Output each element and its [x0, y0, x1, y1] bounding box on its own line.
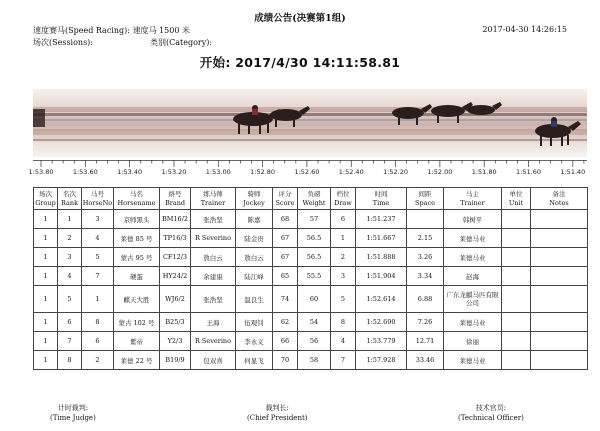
table-cell: 56	[298, 332, 331, 351]
column-header-cn: 马主	[466, 189, 479, 198]
table-cell: Y2/3	[160, 332, 191, 351]
table-cell	[531, 248, 588, 267]
column-header-cn: 马名	[130, 189, 143, 198]
table-cell: 1	[34, 313, 58, 332]
timeline-tick-label: 1:53.00	[205, 168, 231, 176]
table-cell	[531, 332, 588, 351]
time-judge-signature	[50, 403, 96, 423]
table-cell: 8	[331, 313, 356, 332]
table-cell: 7	[58, 332, 82, 351]
table-cell: 莱德马业	[444, 248, 502, 267]
column-header-en: Space	[415, 198, 435, 207]
table-cell	[531, 267, 588, 286]
table-cell	[502, 286, 531, 313]
table-cell: 徐丽	[444, 332, 502, 351]
timeline-tick-label: 1:51.40	[560, 168, 586, 176]
column-header-en: Trainer	[200, 198, 226, 207]
table-cell: 74	[273, 286, 298, 313]
table-cell: 1:52.614	[356, 286, 407, 313]
column-header	[356, 188, 407, 210]
column-header-cn: 烙号	[168, 189, 182, 198]
timeline-tick-label: 1:52.40	[338, 168, 364, 176]
column-header-cn: 档位	[336, 189, 350, 198]
column-header-en: Horsename	[117, 198, 156, 207]
table-cell: 8	[58, 351, 82, 370]
column-header-en: Rank	[60, 198, 79, 207]
table-cell	[502, 332, 531, 351]
table-cell: 包双喜	[191, 351, 236, 370]
sessions-label: 场次(Sessions):	[33, 38, 93, 47]
start-time: 开始: 2017/4/30 14:11:58.81	[199, 55, 401, 70]
table-cell: 莱德 22 号	[114, 351, 160, 370]
table-cell: 王海	[191, 313, 236, 332]
table-cell: HY24/2	[160, 267, 191, 286]
table-cell: 莱德 85 号	[114, 229, 160, 248]
column-header-en: Group	[35, 198, 56, 207]
table-cell: 3.26	[407, 248, 444, 267]
column-header	[407, 188, 444, 210]
table-cell: 2	[331, 248, 356, 267]
column-header-cn: 间距	[418, 189, 432, 198]
table-cell: 广东龙麒马匹有限公司	[444, 286, 502, 313]
table-cell: 62	[273, 313, 298, 332]
table-cell	[502, 210, 531, 229]
table-cell	[407, 210, 444, 229]
table-cell: 硬蛋	[114, 267, 160, 286]
column-header-cn: 评分	[278, 189, 292, 198]
table-cell: 58	[298, 351, 331, 370]
column-header-cn: 马号	[91, 189, 104, 198]
column-header	[34, 188, 58, 210]
table-cell: 1	[34, 248, 58, 267]
table-cell: 7	[331, 351, 356, 370]
table-cell: 京师黑头	[114, 210, 160, 229]
timeline-tick-label: 1:51.60	[516, 168, 541, 176]
column-header	[331, 188, 356, 210]
column-header	[82, 188, 114, 210]
table-cell	[531, 210, 588, 229]
column-header-cn: 练马师	[203, 189, 223, 198]
table-cell: 敖白云	[236, 248, 273, 267]
table-cell: 1	[34, 286, 58, 313]
table-cell: 1	[82, 286, 114, 313]
time-judge-label: 计时裁判:	[57, 404, 89, 412]
table-cell: 1	[34, 210, 58, 229]
table-cell: 陆江峰	[236, 267, 273, 286]
table-row	[34, 286, 588, 313]
column-header	[531, 188, 588, 210]
table-cell: 1:51.904	[356, 267, 407, 286]
table-cell: 1:51.237	[356, 210, 407, 229]
table-cell: 6	[331, 210, 356, 229]
table-row	[34, 313, 588, 332]
report-datetime: 2017-04-30 14:26:15	[482, 25, 567, 34]
table-cell: R Severino	[191, 229, 236, 248]
table-cell: 3	[58, 248, 82, 267]
column-header	[502, 188, 531, 210]
table-cell: 陈嘉	[236, 210, 273, 229]
column-header	[273, 188, 298, 210]
column-header	[236, 188, 273, 210]
column-header-cn: 场次	[39, 189, 52, 198]
chief-president-label: 裁判长:	[265, 404, 289, 412]
table-cell: 6	[58, 313, 82, 332]
table-cell: 55.5	[298, 267, 331, 286]
timeline-ruler	[33, 160, 587, 167]
table-cell: 何显飞	[236, 351, 273, 370]
table-cell: 5	[331, 286, 356, 313]
column-header-cn: 名次	[63, 189, 76, 198]
table-cell: 蒙古 102 号	[114, 313, 160, 332]
table-cell: 2	[82, 351, 114, 370]
column-header-cn: 时间	[374, 189, 388, 198]
table-cell: 66	[273, 332, 298, 351]
table-cell: 1	[331, 229, 356, 248]
table-cell: 12.71	[407, 332, 444, 351]
race-type: 速度赛马(Speed Racing): 速度马 1500 米	[33, 26, 190, 35]
table-cell: CF12/3	[160, 248, 191, 267]
table-cell: 7	[82, 267, 114, 286]
table-cell: B25/3	[160, 313, 191, 332]
timeline-tick-label: 1:52.20	[383, 168, 409, 176]
column-header-en: HorseNo	[82, 198, 113, 207]
table-cell: 56.5	[298, 248, 331, 267]
table-cell: 65	[273, 267, 298, 286]
table-cell: 3	[331, 267, 356, 286]
table-cell: 3.34	[407, 267, 444, 286]
table-cell: 赵海	[444, 267, 502, 286]
column-header-cn: 负磅	[307, 189, 321, 198]
table-cell: 1:53.779	[356, 332, 407, 351]
column-header-en: Notes	[549, 198, 569, 207]
table-cell: 4	[331, 332, 356, 351]
table-cell: 李永义	[236, 332, 273, 351]
technical-officer-label: 技术官员:	[475, 404, 507, 412]
table-cell: 1	[34, 332, 58, 351]
table-cell: 3	[82, 210, 114, 229]
table-cell: 1:51.667	[356, 229, 407, 248]
table-cell: 莱德马业	[444, 351, 502, 370]
column-header-cn: 备注	[552, 189, 566, 198]
timeline-tick-label: 1:53.80	[28, 168, 54, 176]
photo-finish-image	[33, 89, 587, 157]
table-cell: 4	[58, 267, 82, 286]
table-row	[34, 210, 588, 229]
table-cell: 蒙古 95 号	[114, 248, 160, 267]
column-header	[160, 188, 191, 210]
column-header	[114, 188, 160, 210]
table-cell: 莱德马业	[444, 313, 502, 332]
timeline-tick-label: 1:53.60	[72, 168, 98, 176]
table-cell: TP16/3	[160, 229, 191, 248]
table-cell: 1	[34, 267, 58, 286]
column-header-cn: 骑师	[247, 189, 261, 198]
column-header	[191, 188, 236, 210]
table-cell: 韩树平	[444, 210, 502, 229]
table-row	[34, 332, 588, 351]
table-cell: 莱德马业	[444, 229, 502, 248]
table-cell	[531, 313, 588, 332]
table-cell: 70	[273, 351, 298, 370]
column-header-en: Brand	[164, 198, 186, 207]
horses-graphic	[33, 89, 587, 157]
table-cell: 2.15	[407, 229, 444, 248]
table-cell: 4	[82, 229, 114, 248]
table-cell: R Severino	[191, 332, 236, 351]
table-cell: 温良生	[236, 286, 273, 313]
column-header	[444, 188, 502, 210]
table-cell: 紫帝	[114, 332, 160, 351]
timeline-tick-label: 1:52.00	[427, 168, 453, 176]
column-header-en: Jockey	[243, 198, 265, 207]
category-label: 类别(Category):	[150, 38, 213, 47]
table-cell: 张浩坚	[191, 286, 236, 313]
column-header-en: Trainer	[460, 198, 485, 207]
table-cell	[502, 267, 531, 286]
table-cell	[531, 286, 588, 313]
timeline-tick-label: 1:53.40	[117, 168, 143, 176]
table-cell	[502, 313, 531, 332]
table-cell: 54	[298, 313, 331, 332]
time-judge-en: (Time Judge)	[50, 414, 96, 422]
table-cell	[531, 351, 588, 370]
table-cell: 56.5	[298, 229, 331, 248]
column-header-en: Time	[372, 198, 390, 207]
table-row	[34, 267, 588, 286]
results-table	[33, 187, 588, 370]
technical-officer-en: (Technical Officer)	[458, 414, 524, 422]
table-cell: B19/9	[160, 351, 191, 370]
chief-president-signature	[247, 403, 308, 423]
column-header	[298, 188, 331, 210]
table-cell: 1	[34, 351, 58, 370]
technical-officer-signature	[458, 403, 524, 423]
table-cell: 1:57.928	[356, 351, 407, 370]
table-cell: 张浩坚	[191, 210, 236, 229]
column-header-cn: 单位	[509, 189, 523, 198]
table-cell: 8	[82, 313, 114, 332]
table-row	[34, 229, 588, 248]
chief-president-en: (Chief President)	[247, 414, 308, 422]
table-cell: 67	[273, 229, 298, 248]
column-header-en: Score	[275, 198, 295, 207]
table-cell: 余建康	[191, 267, 236, 286]
page-title: 成绩公告(决赛第1组)	[254, 13, 346, 24]
table-cell: 敖白云	[191, 248, 236, 267]
table-cell	[502, 248, 531, 267]
table-header-row	[34, 188, 588, 210]
column-header-en: Draw	[334, 198, 352, 207]
table-cell: 陆金贵	[236, 229, 273, 248]
timeline-tick-label: 1:52.60	[294, 168, 320, 176]
table-cell: 伍观钊	[236, 313, 273, 332]
column-header	[58, 188, 82, 210]
column-header-en: Weight	[302, 198, 326, 207]
table-cell	[502, 351, 531, 370]
table-cell	[531, 229, 588, 248]
table-cell: 1	[58, 210, 82, 229]
table-cell: 1	[34, 229, 58, 248]
table-cell: 68	[273, 210, 298, 229]
table-row	[34, 248, 588, 267]
table-cell: 麒天大胜	[114, 286, 160, 313]
column-header-en: Unit	[508, 198, 524, 207]
table-cell: 60	[298, 286, 331, 313]
table-cell: WJ6/2	[160, 286, 191, 313]
table-cell: BM16/2	[160, 210, 191, 229]
table-cell: 5	[82, 248, 114, 267]
table-cell: 57	[298, 210, 331, 229]
table-cell: 7.26	[407, 313, 444, 332]
table-cell	[502, 229, 531, 248]
table-cell: 67	[273, 248, 298, 267]
table-cell: 33.46	[407, 351, 444, 370]
table-cell: 2	[58, 229, 82, 248]
table-cell: 6	[82, 332, 114, 351]
timeline-tick-label: 1:52.80	[250, 168, 276, 176]
table-cell: 5	[58, 286, 82, 313]
table-cell: 6.88	[407, 286, 444, 313]
table-row	[34, 351, 588, 370]
timeline-tick-label: 1:53.20	[161, 168, 187, 176]
timeline-tick-label: 1:51.80	[471, 168, 497, 176]
table-cell: 1:52.690	[356, 313, 407, 332]
table-cell: 1:51.888	[356, 248, 407, 267]
